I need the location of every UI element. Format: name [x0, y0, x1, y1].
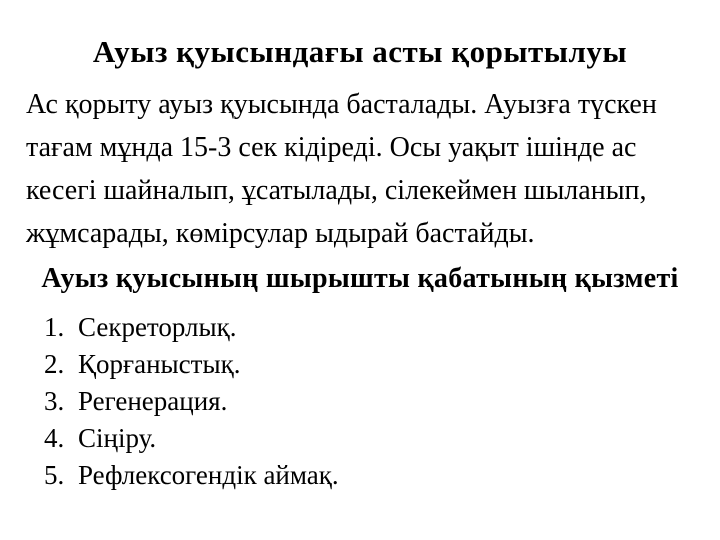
list-item-number: 2. [44, 349, 65, 379]
body-paragraph [26, 83, 702, 255]
slide-title: Ауыз қуысындағы асты қорытылуы [92, 34, 628, 69]
paragraph-line: жұмсарады, көмірсулар ыдырай бастайды. [26, 218, 535, 249]
slide-subtitle: Ауыз қуысының шырышты қабатының қызметі [41, 263, 679, 294]
list-item [44, 457, 339, 494]
paragraph-line: кесегі шайналып, ұсатылады, сілекеймен шыланып, [26, 175, 647, 206]
list-item [44, 383, 339, 420]
list-item-number: 1. [44, 312, 65, 342]
list-item-label: Сіңіру. [78, 423, 157, 453]
paragraph-line: тағам мұнда 15-3 сек кідіреді. Осы уақыт ішінде ас [26, 132, 637, 163]
list-item [44, 346, 339, 383]
list-item [44, 309, 339, 346]
list-item-label: Регенерация. [78, 386, 228, 416]
list-item-number: 5. [44, 460, 65, 490]
list-item-number: 3. [44, 386, 65, 416]
list-item-label: Рефлексогендік аймақ. [78, 460, 339, 490]
paragraph-line: Ас қорыту ауыз қуысында басталады. Ауызға түскен [26, 89, 657, 120]
list-item-label: Секреторлық. [78, 312, 237, 342]
list-item-number: 4. [44, 423, 65, 453]
list-item [44, 420, 339, 457]
numbered-list [44, 309, 339, 494]
list-item-label: Қорғаныстық. [78, 349, 241, 379]
